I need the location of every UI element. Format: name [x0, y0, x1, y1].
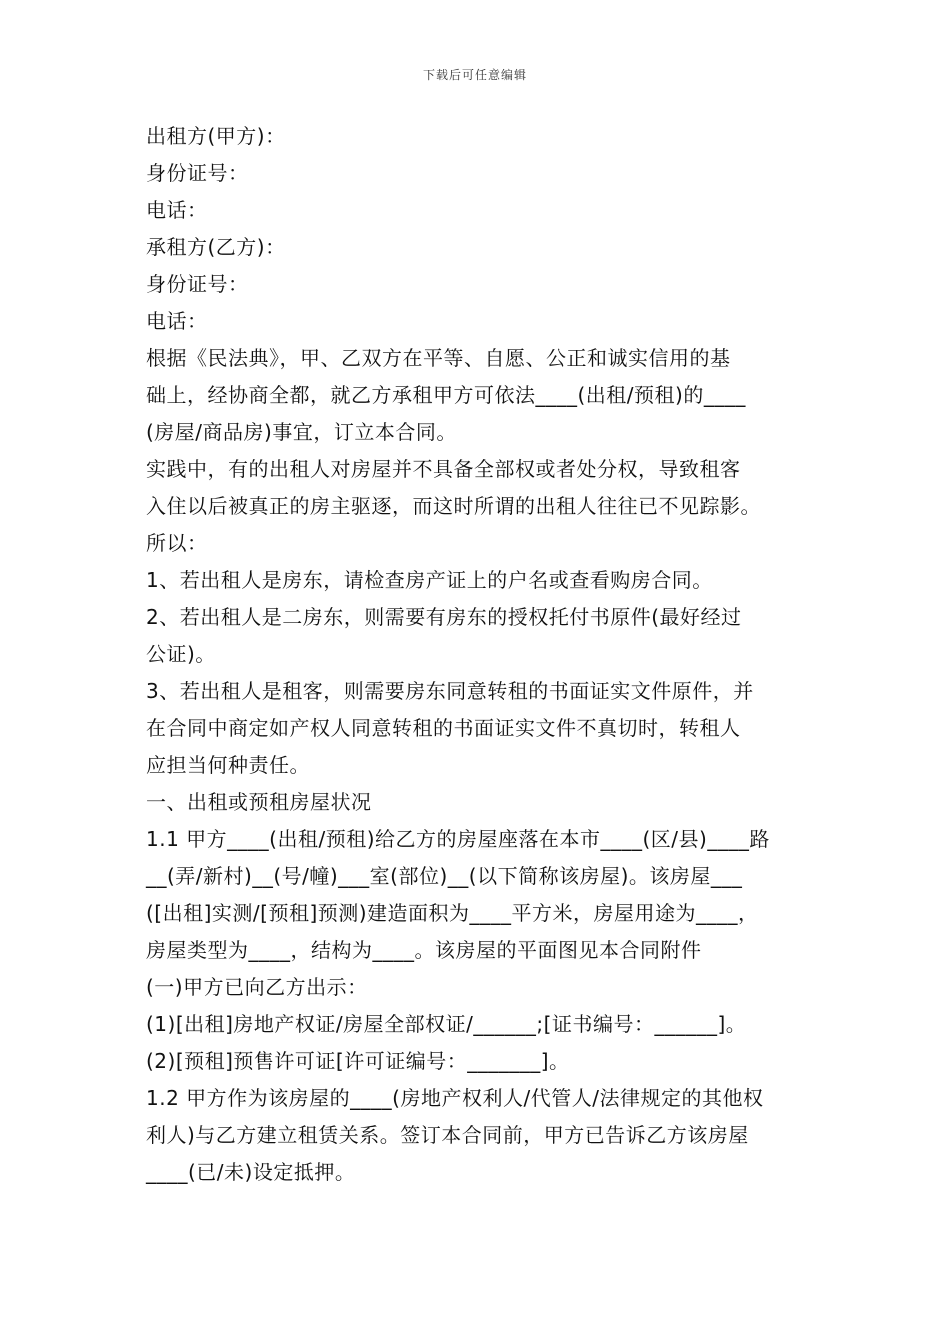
text-line: 础上，经协商全都，就乙方承租甲方可依法____(出租/预租)的____ [146, 383, 746, 407]
text-line: 房屋类型为____，结构为____。该房屋的平面图见本合同附件 [146, 938, 702, 962]
text-line: (一)甲方已向乙方出示： [146, 975, 368, 999]
text-line: 2、若出租人是二房东，则需要有房东的授权托付书原件(最好经过 [146, 605, 742, 629]
text-line: (房屋/商品房)事宜，订立本合同。 [146, 420, 457, 444]
text-line: 电话： [146, 198, 208, 222]
text-line: 身份证号： [146, 272, 249, 296]
text-line: ____(已/未)设定抵押。 [146, 1160, 356, 1184]
text-line: (2)[预租]预售许可证[许可证编号：_______]。 [146, 1049, 570, 1073]
section-heading: 一、出租或预租房屋状况 [146, 790, 372, 814]
text-line: 应担当何种责任。 [146, 753, 310, 777]
text-line: (1)[出租]房地产权证/房屋全部权证/______;[证书编号：______]。 [146, 1012, 747, 1036]
text-line: 实践中，有的出租人对房屋并不具备全部权或者处分权，导致租客 [146, 457, 741, 481]
text-line: 3、若出租人是租客，则需要房东同意转租的书面证实文件原件，并 [146, 679, 754, 703]
text-line: 承租方(乙方)： [146, 235, 286, 259]
header-note: 下载后可任意编辑 [422, 68, 527, 82]
text-line: 1.2 甲方作为该房屋的____(房地产权利人/代管人/法律规定的其他权 [146, 1086, 764, 1110]
text-line: 电话： [146, 309, 208, 333]
text-line: 根据《民法典》，甲、乙双方在平等、自愿、公正和诚实信用的基 [146, 346, 731, 370]
text-line: 公证)。 [146, 642, 216, 666]
text-line: 出租方(甲方)： [146, 124, 286, 148]
text-line: 身份证号： [146, 161, 249, 185]
text-line: 入住以后被真正的房主驱逐，而这时所谓的出租人往往已不见踪影。 [146, 494, 761, 518]
text-line: 1、若出租人是房东，请检查房产证上的户名或查看购房合同。 [146, 568, 713, 592]
text-line: __(弄/新村)__(号/幢)___室(部位)__(以下简称该房屋)。该房屋___ [146, 864, 743, 888]
document-body [146, 118, 816, 1191]
text-line: 所以： [146, 531, 208, 555]
text-line: 在合同中商定如产权人同意转租的书面证实文件不真切时，转租人 [146, 716, 741, 740]
text-line: 利人)与乙方建立租赁关系。签订本合同前，甲方已告诉乙方该房屋 [146, 1123, 749, 1147]
text-line: ([出租]实测/[预租]预测)建造面积为____平方米，房屋用途为____， [146, 901, 759, 925]
text-line: 1.1 甲方____(出租/预租)给乙方的房屋座落在本市____(区/县)____路 [146, 827, 770, 851]
